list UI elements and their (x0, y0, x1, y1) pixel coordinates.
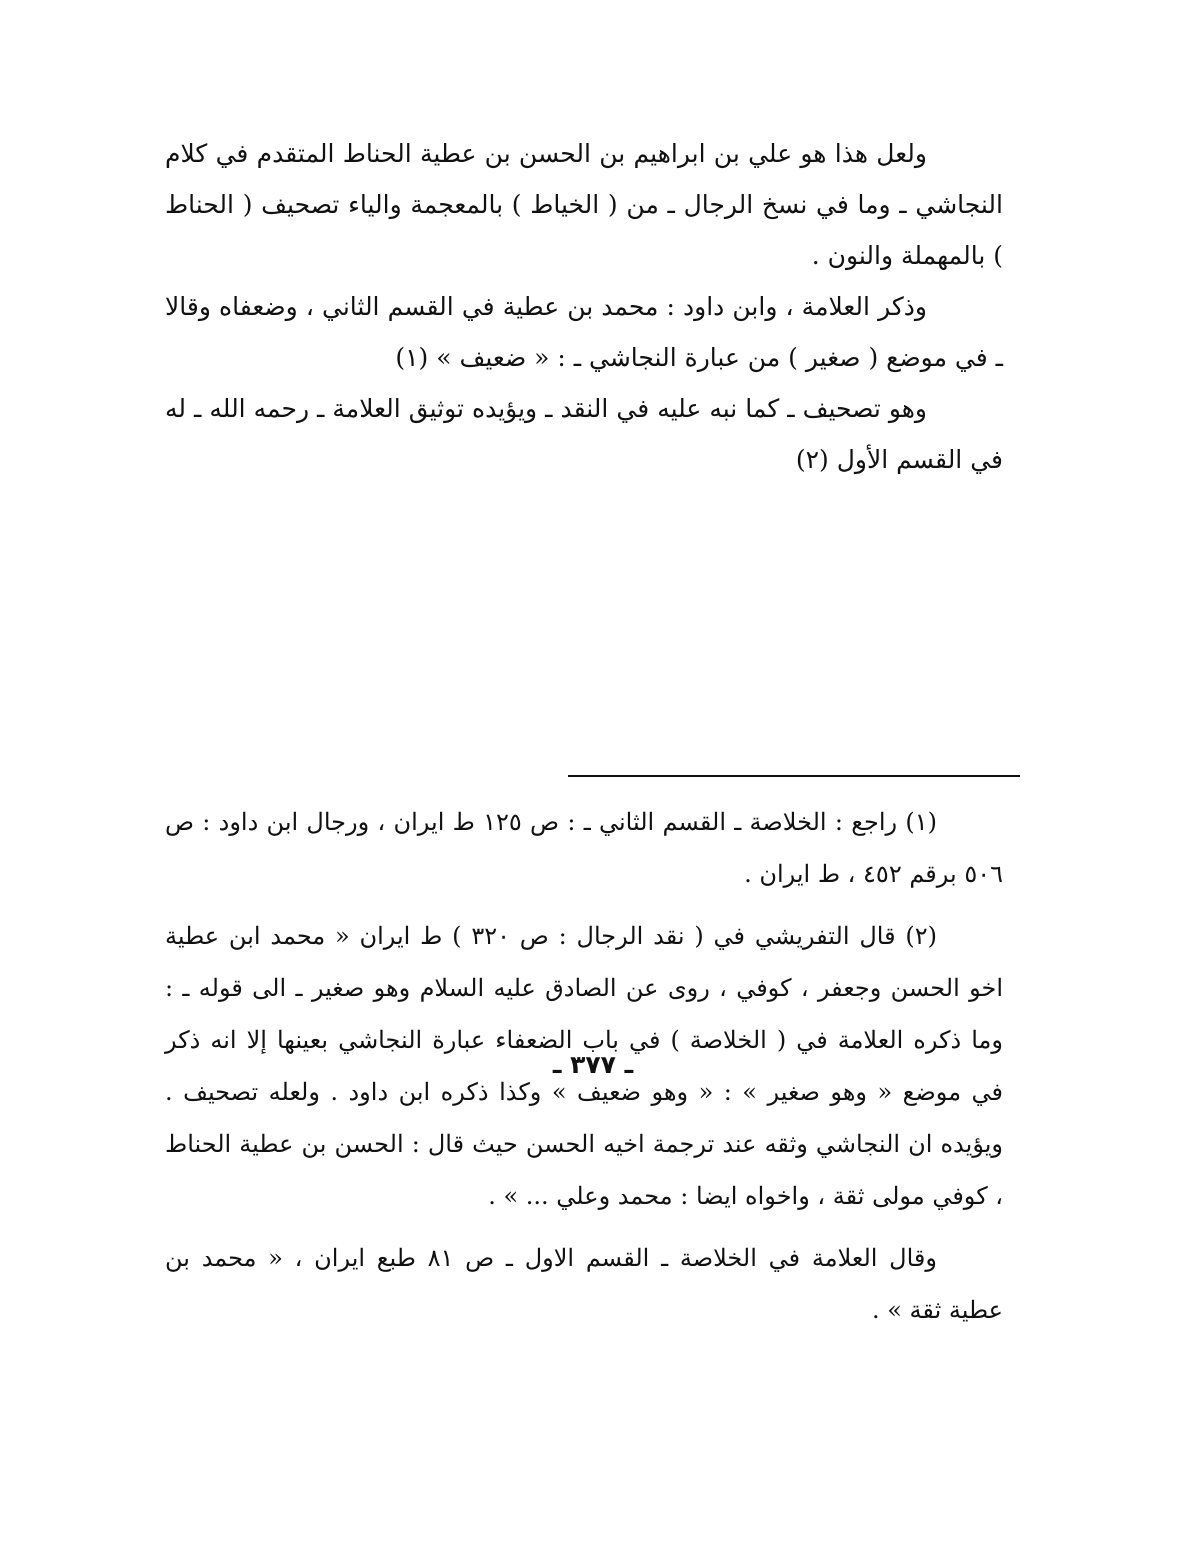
footnote-2-continuation: وقال العلامة في الخلاصة ـ القسم الاول ـ ص ٨١ طبع ايران ، « محمد بن عطية ثقة » . (165, 1244, 1003, 1324)
page-number: ـ ٣٧٧ ـ (552, 1050, 634, 1079)
paragraph-1: ولعل هذا هو علي بن ابراهيم بن الحسن بن عطية الحناط المتقدم في كلام النجاشي ـ وما في نسخ الرجال ـ من ( الخياط ) بالمعجمة والياء تصحيف ( الحناط ) بالمهملة والنون . (165, 139, 1003, 270)
footnote-2: (٢) قال التفريشي في ( نقد الرجال : ص ٣٢٠ ) ط ايران « محمد ابن عطية اخو الحسن وجعفر ، كوفي ، روى عن الصادق عليه السلام وهو صغير ـ الى قوله ـ : وما ذكره العلامة في ( الخلاصة ) في باب الضعفاء عبارة النجاشي بعينها إلا انه ذكر في موضع « وهو صغير » : « وهو ضعيف » وكذا ذكره ابن داود . ولعله تصحيف . ويؤيده ان النجاشي وثقه عند ترجمة اخيه الحسن حيث قال : الحسن بن عطية الحناط ، كوفي مولى ثقة ، واخواه ايضا : محمد وعلي ... » . (165, 922, 1004, 1210)
footnote-1: (١) راجع : الخلاصة ـ القسم الثاني ـ : ص ١٢٥ ط ايران ، ورجال ابن داود : ص ٥٠٦ برقم ٤٥٢ ، ط ايران . (165, 808, 1003, 888)
paragraph-3: وهو تصحيف ـ كما نبه عليه في النقد ـ ويؤيده توثيق العلامة ـ رحمه الله ـ له في القسم الأول (٢) (165, 394, 1003, 474)
main-text (165, 128, 1003, 485)
footnote-separator (568, 775, 1020, 777)
paragraph-2: وذكر العلامة ، وابن داود : محمد بن عطية في القسم الثاني ، وضعفاه وقالا ـ في موضع ( صغير ) من عبارة النجاشي ـ : « ضعيف » (١) (165, 292, 1003, 372)
